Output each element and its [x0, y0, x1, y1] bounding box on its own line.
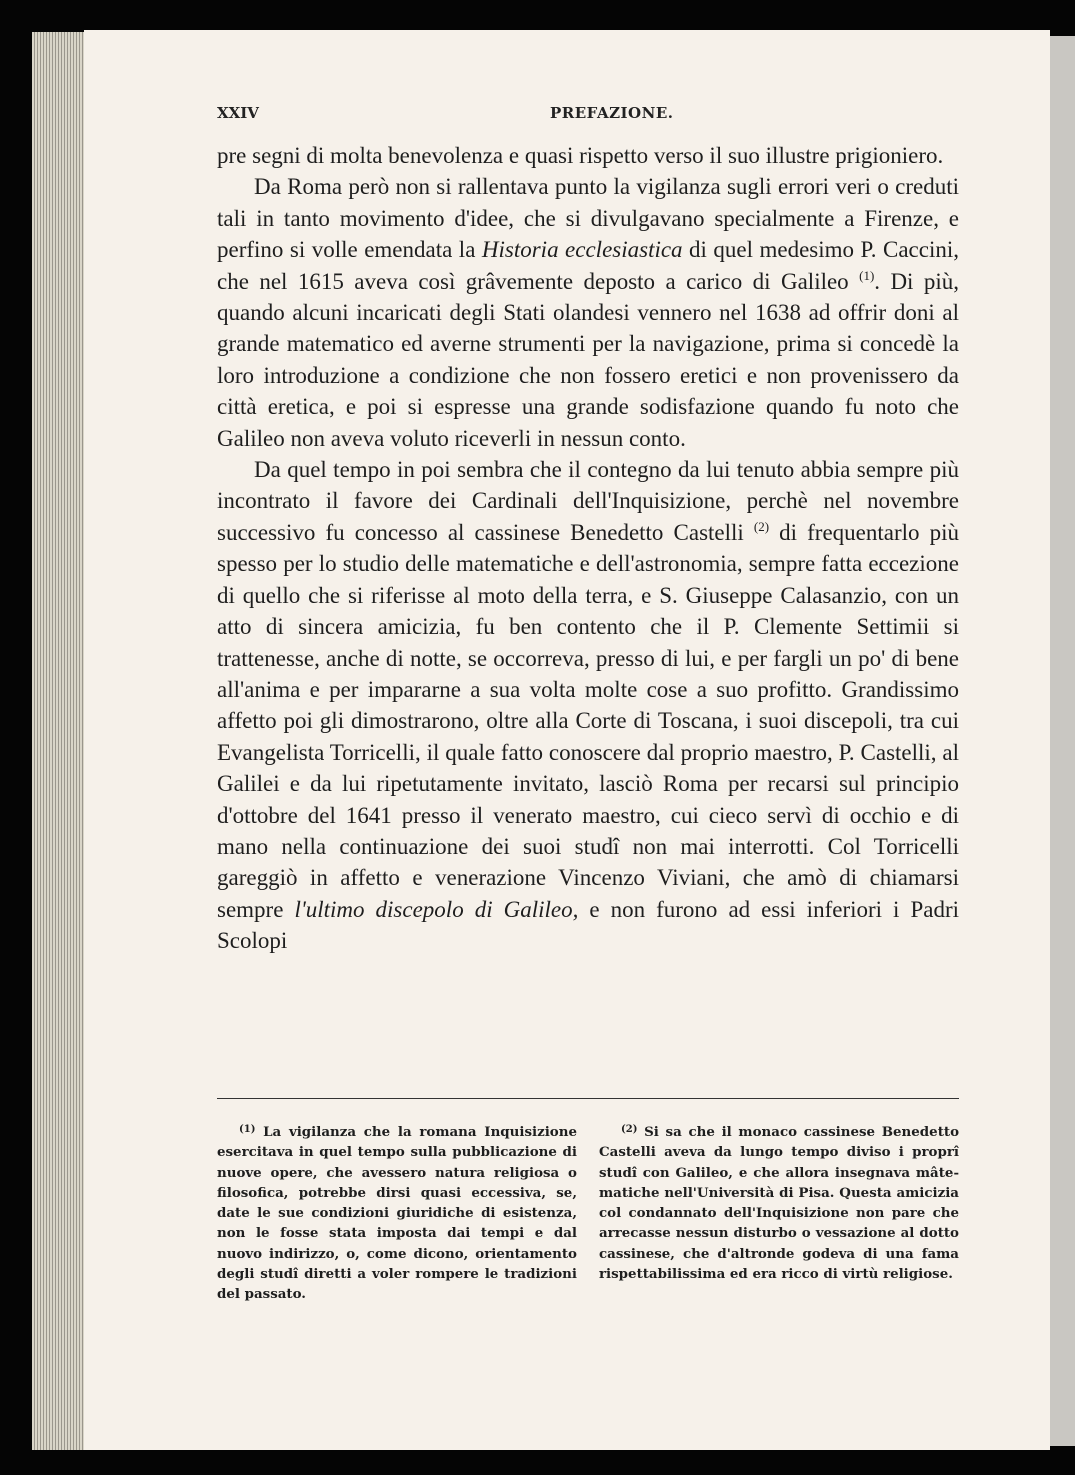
footnote-1 [217, 1122, 577, 1305]
page-number: XXIV [217, 104, 259, 122]
paragraph-3-text-b: di frequentarlo più spesso per lo studio delle matematiche e dell'astronomia, sempre fatta eccezione di quello che si riferisse al moto della terra, e S. Giuseppe Calasanzio, con un atto di sincera amicizia, fu ben contento che il P. Clemente Settimii si trattenesse, anche di notte, se occorreva, presso di lui, e per fargli un po' di bene all'anima e per impararne a sua volta molte cose a suo profitto. Grandissimo affetto poi gli dimostrarono, oltre alla Corte di Toscana, i suoi discepoli, tra cui Evangelista Torricelli, il quale fatto conoscere dal proprio maestro, P. Castelli, al Galilei e da lui ripetutamente invitato, lasciò Roma per recarsi sul principio d'ottobre del 1641 presso il venerato maestro, cui cieco servì di occhio e di mano nella continuazione dei suoi studî non mai interrotti. Col Torricelli gareggiò in affetto e venerazione Vincenzo Viviani, che amò di chiamarsi sempre [217, 519, 959, 922]
paragraph-2 [217, 171, 959, 454]
main-text [217, 140, 959, 957]
footnote-2-text: Si sa che il monaco cassinese Benedetto Castelli aveva da lungo tempo diviso i proprî studî con Galileo, e che allora insegnava mâtematiche nell'Università di Pisa. Questa amicizia col condannato dell'Inquisizione non pare che arrecasse nessun disturbo o vessazione al dotto cassinese, che d'altronde godeva di una fama rispettabilissima ed era ricco di virtù religiose. [599, 1124, 959, 1283]
paragraph-3-text-c: e non furono ad essi inferiori i Padri Scolopi [217, 896, 960, 954]
footnote-2-marker: (2) [621, 1124, 638, 1135]
book-page [84, 30, 1050, 1450]
paragraph-1: pre segni di molta benevolenza e quasi rispetto verso il suo illustre prigioniero. [217, 143, 944, 168]
facing-page-edge [1048, 36, 1075, 1446]
footnote-1-marker: (1) [239, 1124, 256, 1135]
paragraph-2-text-c: . Di più, quando alcuni incaricati degli Stati olandesi vennero nel 1638 ad offrir doni al grande matematico ed averne strumenti per la navigazione, prima si concedè la loro introduzione a condizione che non fossero eretici e non provenissero da città eretica, e poi si espresse una grande sodisfazione quando fu noto che Galileo non aveva voluto riceverli in nessun conto. [217, 268, 960, 451]
quote-italic: l'ultimo discepolo di Galileo, [294, 896, 579, 922]
footnote-1-text: La vigilanza che la romana Inquisizione esercitava in quel tempo sulla pubblicazione di nuove opere, che avessero natura religiosa o filosofica, potrebbe dirsi quasi eccessiva, se, date le sue condizioni giuridiche di esistenza, non le fosse stata imposta dai tempi e dal nuovo indirizzo, o, come dicono, orientamento degli studî diretti a voler rompere le tradizioni del passato. [217, 1124, 577, 1303]
footnote-ref-1: (1) [859, 267, 875, 283]
paragraph-2-text-b: di quel medesimo P. Caccini, che nel 1615 aveva così grâvemente deposto a carico di Galileo [217, 237, 959, 294]
paragraph-3 [217, 454, 959, 957]
footnote-2 [599, 1122, 959, 1284]
page-header [217, 104, 959, 126]
footnote-rule [217, 1098, 959, 1099]
book-title-italic: Historia ecclesiastica [481, 237, 683, 263]
paragraph-2-text-a: Da Roma però non si rallentava punto la vigilanza sugli errori veri o creduti tali in tanto movimento d'idee, che si divulgavano specialmente a Firenze, e perfino si volle emendata la [217, 174, 959, 263]
paragraph-3-text-a: Da quel tempo in poi sembra che il contegno da lui tenuto abbia sempre più incontrato il favore dei Cardinali dell'Inquisizione, perchè nel novembre successivo fu concesso al cassinese Benedetto Castelli [217, 457, 959, 545]
page-edges [32, 32, 86, 1450]
footnote-ref-2: (2) [753, 518, 770, 534]
running-head: PREFAZIONE. [550, 104, 674, 122]
